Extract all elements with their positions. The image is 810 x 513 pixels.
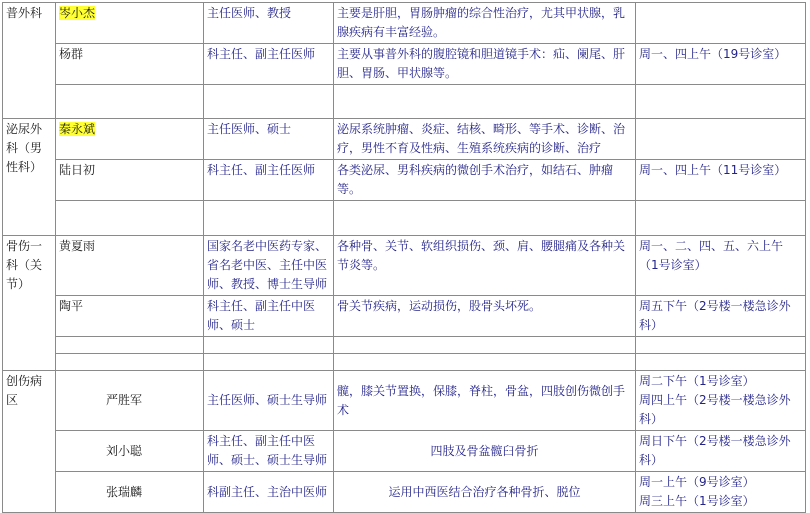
doctor-title: 国家名老中医药专家、省名老中医、主任中医师、教授、博士生导师 (204, 236, 334, 296)
doctor-name-highlight: 岑小杰 (59, 6, 96, 20)
table-row (3, 119, 806, 160)
table-row (3, 296, 806, 337)
blank-cell (636, 201, 806, 236)
schedule-line: 周一上午（9号诊室） (639, 475, 755, 489)
doctor-schedule (636, 371, 806, 431)
schedule-line: 周二下午（1号诊室） (639, 374, 755, 388)
doctor-name: 黄夏雨 (56, 236, 204, 296)
blank-cell (636, 354, 806, 371)
table-row (3, 371, 806, 431)
doctor-specialty: 主要从事普外科的腹腔镜和胆道镜手术：疝、阑尾、肝胆、胃肠、甲状腺等。 (334, 44, 636, 85)
department-cell: 普外科 (3, 3, 56, 119)
blank-cell (636, 337, 806, 354)
table-row-blank (3, 201, 806, 236)
doctor-specialty: 运用中西医结合治疗各种骨折、脱位 (334, 472, 636, 513)
blank-cell (334, 354, 636, 371)
doctor-title: 科主任、副主任医师 (204, 160, 334, 201)
blank-cell (56, 201, 204, 236)
doctor-schedule (636, 3, 806, 44)
doctor-name (56, 119, 204, 160)
table-row-blank (3, 337, 806, 354)
blank-cell (334, 201, 636, 236)
doctor-schedule (636, 431, 806, 472)
table-row (3, 160, 806, 201)
table-row-blank (3, 85, 806, 119)
table-row (3, 3, 806, 44)
doctor-name: 严胜军 (56, 371, 204, 431)
schedule-line: 周五下午（2号楼一楼急诊外科） (639, 299, 791, 332)
table-row (3, 472, 806, 513)
doctor-schedule (636, 472, 806, 513)
doctor-specialty: 四肢及骨盆髋臼骨折 (334, 431, 636, 472)
doctor-title: 科副主任、主治中医师 (204, 472, 334, 513)
schedule-line: 周一、四上午（19号诊室） (639, 47, 787, 61)
schedule-line: 周三上午（1号诊室） (639, 494, 755, 508)
table-row (3, 44, 806, 85)
blank-cell (204, 354, 334, 371)
doctor-title: 科主任、副主任中医师、硕士 (204, 296, 334, 337)
blank-cell (204, 85, 334, 119)
doctor-specialty: 骨关节疾病，运动损伤，股骨头坏死。 (334, 296, 636, 337)
doctor-name: 陶平 (56, 296, 204, 337)
schedule-line: 周日下午（2号楼一楼急诊外科） (639, 434, 791, 467)
doctor-specialty: 各类泌尿、男科疾病的微创手术治疗，如结石、肿瘤等。 (334, 160, 636, 201)
doctor-title: 主任医师、教授 (204, 3, 334, 44)
department-cell: 骨伤一科（关节） (3, 236, 56, 371)
doctor-schedule (636, 160, 806, 201)
doctor-title: 科主任、副主任中医师、硕士、硕士生导师 (204, 431, 334, 472)
doctor-name: 张瑞麟 (56, 472, 204, 513)
blank-cell (204, 201, 334, 236)
doctor-specialty: 泌尿系统肿瘤、炎症、结核、畸形、等手术、诊断、治疗，男性不育及性病、生殖系统疾病的诊断、治疗 (334, 119, 636, 160)
doctor-title: 科主任、副主任医师 (204, 44, 334, 85)
doctor-name: 陆日初 (56, 160, 204, 201)
blank-cell (334, 85, 636, 119)
doctor-schedule (636, 119, 806, 160)
department-cell: 创伤病区 (3, 371, 56, 513)
doctor-specialty: 主要是肝胆，胃肠肿瘤的综合性治疗，尤其甲状腺，乳腺疾病有丰富经验。 (334, 3, 636, 44)
schedule-line: 周四上午（2号楼一楼急诊外科） (639, 393, 791, 426)
blank-cell (204, 337, 334, 354)
schedule-line: 周一、四上午（11号诊室） (639, 163, 787, 177)
doctor-specialty: 髋，膝关节置换，保膝，脊柱，骨盆，四肢创伤微创手术 (334, 371, 636, 431)
blank-cell (334, 337, 636, 354)
doctor-title: 主任医师、硕士生导师 (204, 371, 334, 431)
blank-cell (56, 85, 204, 119)
doctor-schedule (636, 44, 806, 85)
blank-cell (636, 85, 806, 119)
department-cell: 泌尿外科（男性科） (3, 119, 56, 236)
doctor-schedule-table (2, 2, 806, 513)
table-row-blank (3, 354, 806, 371)
doctor-name (56, 3, 204, 44)
doctor-name: 刘小聪 (56, 431, 204, 472)
blank-cell (56, 354, 204, 371)
doctor-name-highlight: 秦永斌 (59, 122, 96, 136)
doctor-specialty: 各种骨、关节、软组织损伤、颈、肩、腰腿痛及各种关节炎等。 (334, 236, 636, 296)
doctor-schedule (636, 296, 806, 337)
schedule-line: 周一、二、四、五、六上午（1号诊室） (639, 239, 784, 272)
blank-cell (56, 337, 204, 354)
doctor-name: 杨群 (56, 44, 204, 85)
table-row (3, 236, 806, 296)
table-row (3, 431, 806, 472)
doctor-schedule (636, 236, 806, 296)
doctor-title: 主任医师、硕士 (204, 119, 334, 160)
